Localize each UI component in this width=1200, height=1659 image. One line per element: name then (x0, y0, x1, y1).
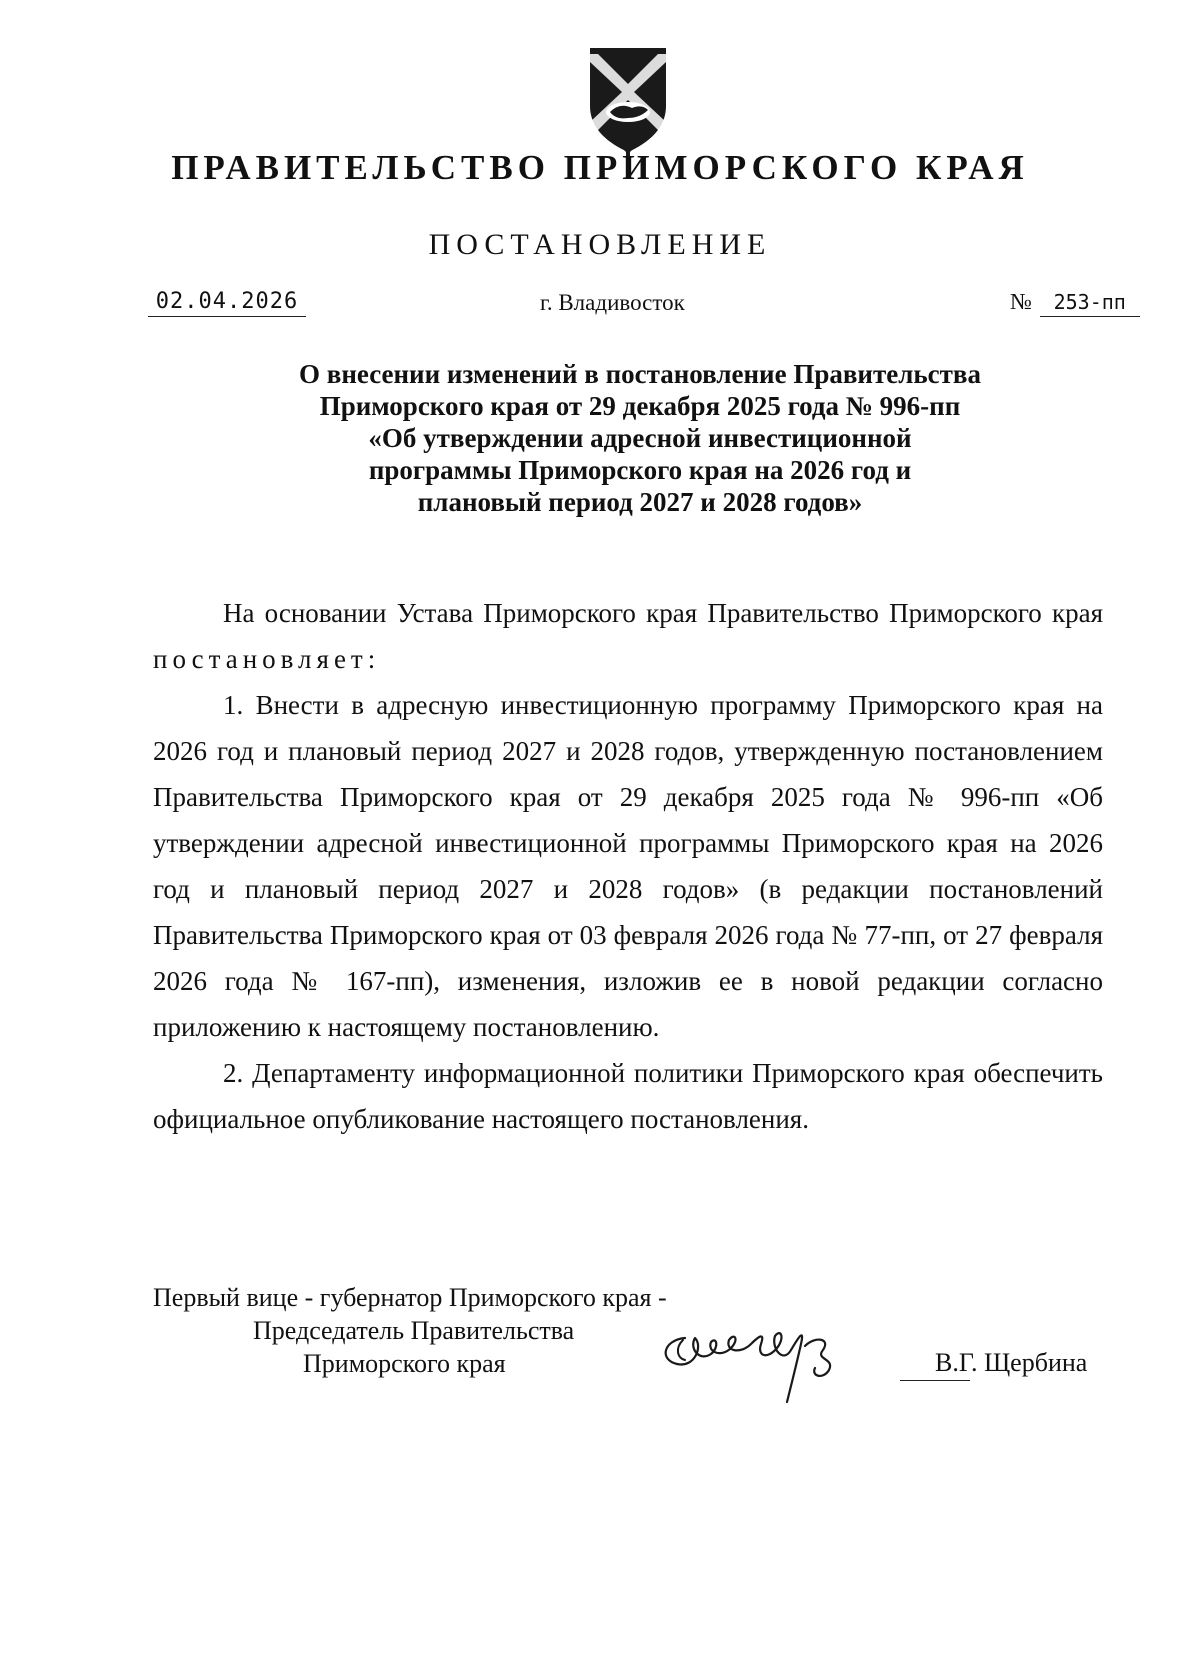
decree-word: постановляет: (153, 644, 381, 674)
subject-line: программы Приморского края на 2026 год и (368, 455, 912, 485)
document-subject (0, 358, 1200, 518)
position-line: Приморского края (303, 1349, 506, 1378)
document-type: ПОСТАНОВЛЕНИЕ (428, 228, 772, 261)
organization-title: ПРАВИТЕЛЬСТВО ПРИМОРСКОГО КРАЯ (171, 148, 1029, 187)
item-1-paragraph: 1. Внести в адресную инвестиционную программу Приморского края на 2026 год и плановый период 2027 и 2028 годов, утвержденную постановлением Правительства Приморского края от 29 декабря 2025 года № 996-пп «Об утверждении адресной инвестиционной программы Приморского края на 2026 год и плановый период 2027 и 2028 годов» (в редакции постановлений Правительства Приморского края от 03 февраля 2026 года № 77-пп, от 27 февраля 2026 года № 167-пп), изменения, изложив ее в новой редакции согласно приложению к настоящему постановлению. (153, 690, 1103, 1042)
signatory-name: В.Г. Щербина (935, 1348, 1088, 1377)
position-line: Председатель Правительства (253, 1316, 575, 1345)
position-line: Первый вице - губернатор Приморского края - (153, 1283, 667, 1312)
subject-line: плановый период 2027 и 2028 годов» (417, 487, 863, 517)
document-city: г. Владивосток (540, 290, 685, 315)
preamble-text: На основании Устава Приморского края Правительство Приморского края (223, 598, 1103, 628)
subject-line: Приморского края от 29 декабря 2025 года № 996-пп (319, 391, 961, 421)
coat-of-arms-icon (580, 42, 676, 162)
document-number-field (1010, 288, 1140, 317)
preamble-paragraph (153, 590, 1103, 682)
signatory-position (153, 1281, 667, 1380)
subject-line: «Об утверждении адресной инвестиционной (368, 423, 912, 453)
document-date: 02.04.2026 (148, 288, 306, 317)
document-body (153, 590, 1103, 1142)
item-2-paragraph: 2. Департаменту информационной политики Приморского края обеспечить официальное опубликование настоящего постановления. (153, 1058, 1103, 1134)
number-sign: № (1010, 289, 1032, 314)
document-number: 253-пп (1040, 288, 1140, 317)
handwritten-signature-icon (655, 1318, 885, 1408)
subject-line: О внесении изменений в постановление Правительства (299, 359, 981, 389)
signature-underline (900, 1380, 970, 1381)
